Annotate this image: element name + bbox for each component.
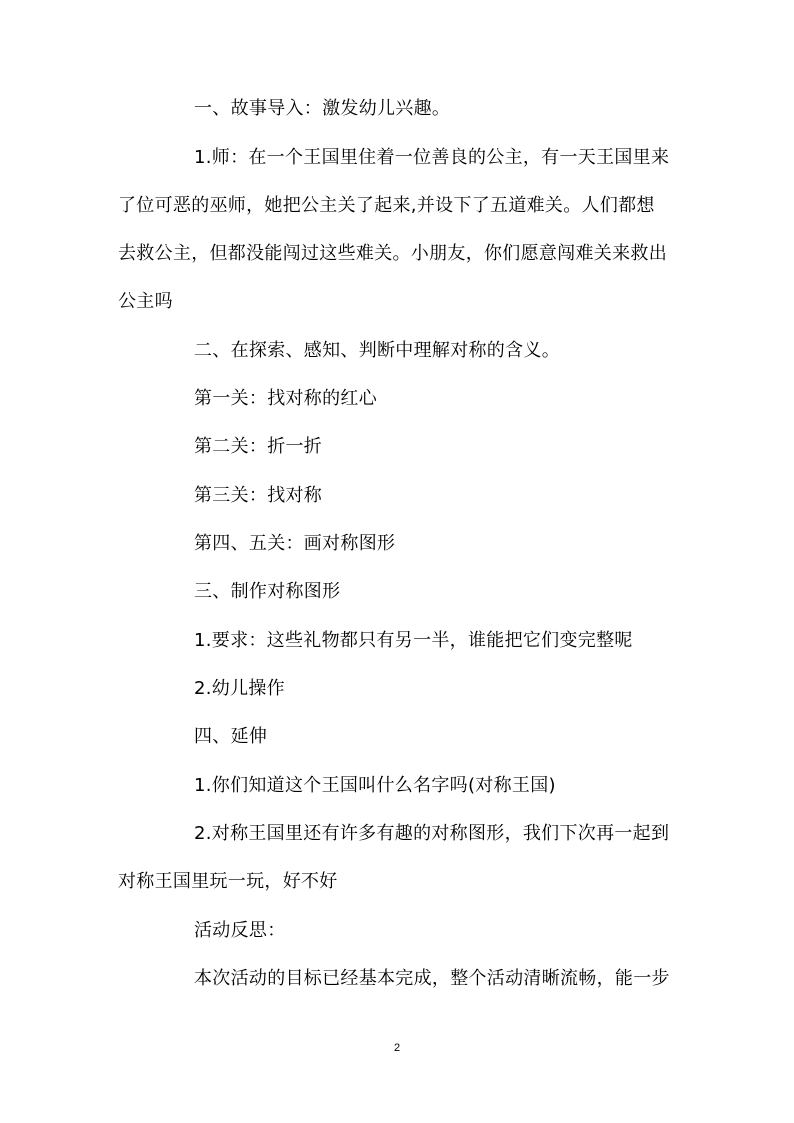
list-item: 1.要求：这些礼物都只有另一半，谁能把它们变完整呢 [194,630,633,651]
list-item: 2.幼儿操作 [194,678,285,699]
list-item: 第二关：折一折 [194,436,323,457]
paragraph-line: 1.师：在一个王国里住着一位善良的公主，有一天王国里来 [194,147,670,168]
section-heading-extension: 四、延伸 [194,726,268,747]
paragraph-line: 了位可恶的巫师，她把公主关了起来,并设下了五道难关。人们都想 [118,195,655,216]
list-item: 1.你们知道这个王国叫什么名字吗(对称王国) [194,775,556,796]
list-item: 第一关：找对称的红心 [194,388,377,409]
section-heading-symmetry: 二、在探索、感知、判断中理解对称的含义。 [194,340,560,361]
paragraph-line: 公主吗 [118,291,173,312]
paragraph-line: 2.对称王国里还有许多有趣的对称图形，我们下次再一起到 [194,823,670,844]
paragraph-line: 去救公主，但都没能闯过这些难关。小朋友，你们愿意闯难关来救出 [118,243,667,264]
page-number: 2 [393,1042,401,1054]
paragraph-line: 对称王国里玩一玩，好不好 [118,871,338,892]
section-heading-make-shapes: 三、制作对称图形 [194,581,341,602]
section-heading-reflection: 活动反思： [194,920,286,941]
section-heading-story-intro: 一、故事导入：激发幼儿兴趣。 [194,98,451,119]
list-item: 第三关：找对称 [194,485,323,506]
paragraph-line: 本次活动的目标已经基本完成，整个活动清晰流畅，能一步 [194,968,670,989]
list-item: 第四、五关：画对称图形 [194,533,396,554]
